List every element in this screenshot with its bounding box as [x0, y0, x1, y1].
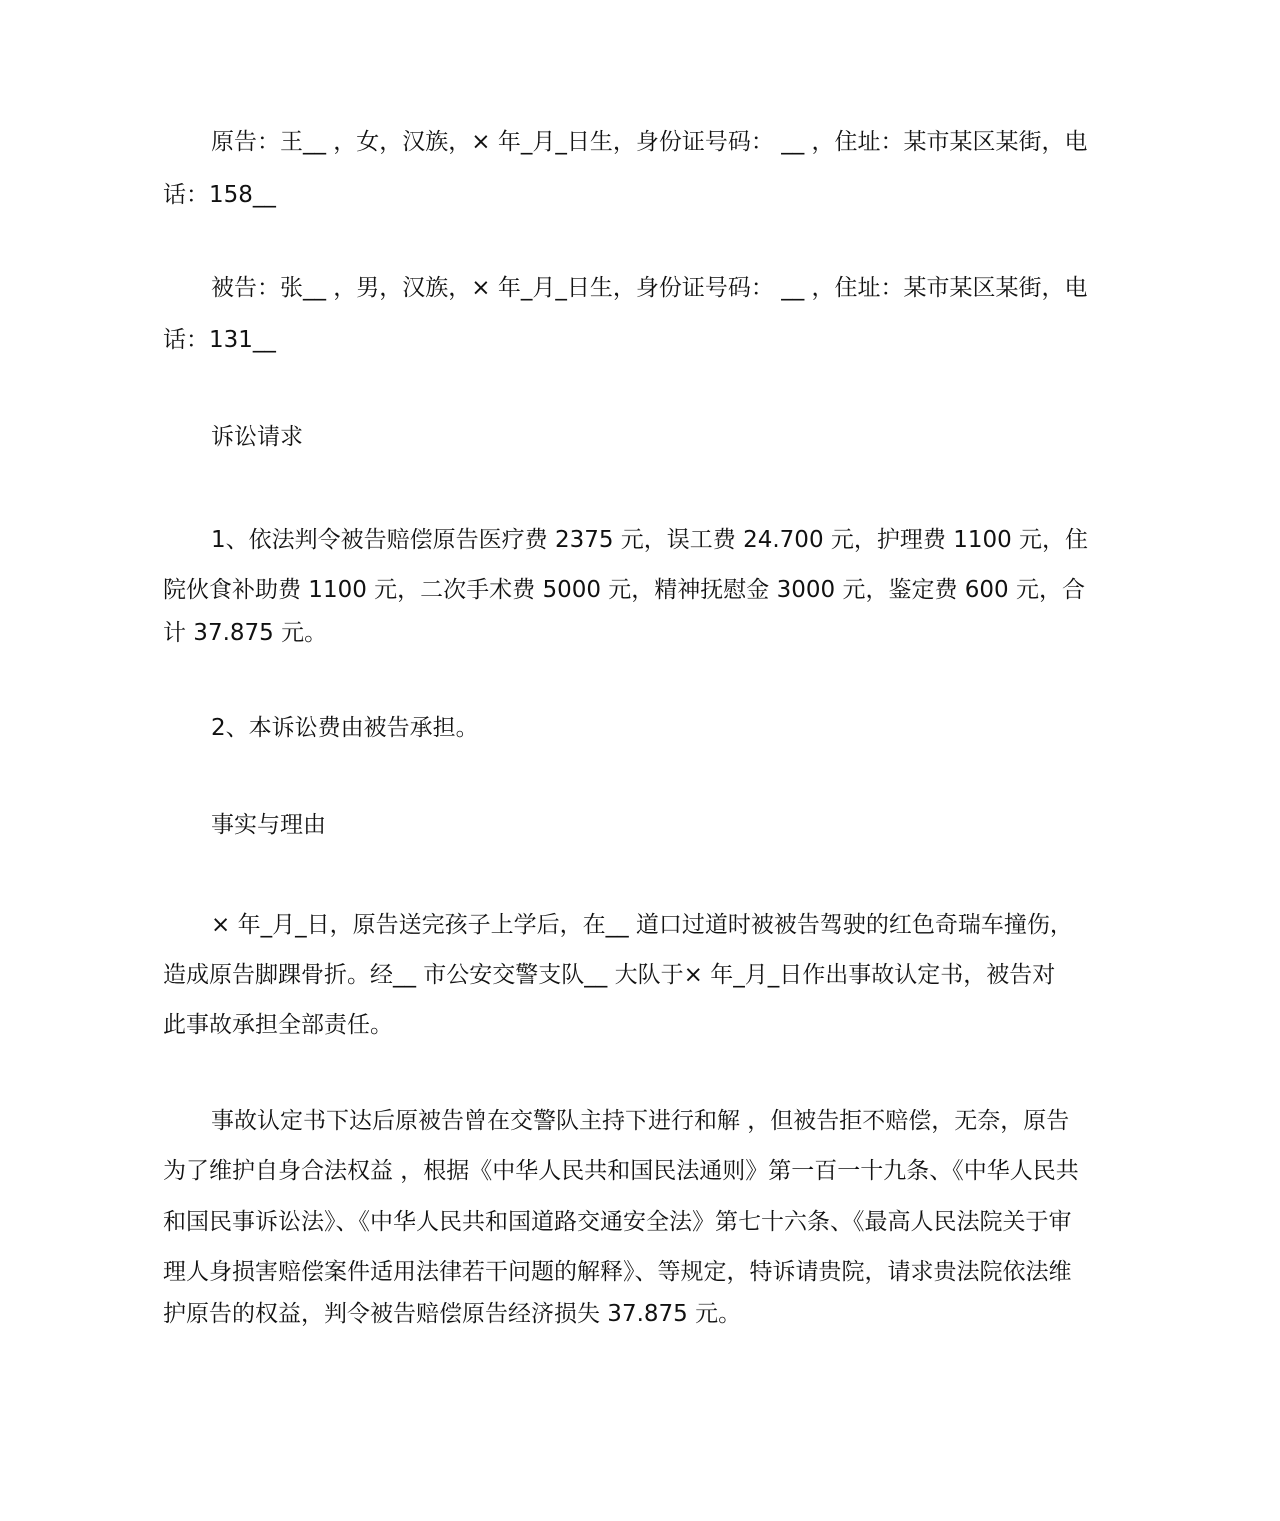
claim-1-line-2: 院伙食补助费 1100 元，二次手术费 5000 元，精神抚慰金 3000 元，鉴定费 600 元，合	[163, 577, 1085, 603]
claims-heading: 诉讼请求	[211, 424, 303, 450]
facts-1-line-3: 此事故承担全部责任。	[163, 1012, 393, 1038]
facts-2-line-5: 护原告的权益，判令被告赔偿原告经济损失 37.875 元。	[163, 1301, 742, 1327]
facts-2-line-1: 事故认定书下达后原被告曾在交警队主持下进行和解 ，但被告拒不赔偿，无奈，原告	[211, 1108, 1070, 1134]
facts-2-line-2: 为了维护自身合法权益 ，根据《中华人民共和国民法通则》第一百一十九条、《中华人民共	[163, 1158, 1079, 1184]
facts-2-line-3: 和国民事诉讼法》、《中华人民共和国道路交通安全法》第七十六条、《最高人民法院关于审	[163, 1209, 1072, 1235]
facts-heading: 事实与理由	[211, 812, 326, 838]
defendant-info-line-2: 话：131__	[163, 327, 276, 353]
defendant-info-line-1: 被告：张__ ，男，汉族，× 年_月_日生，身份证号码： __ ，住址：某市某区某街，电	[211, 275, 1088, 301]
claim-1-line-1: 1、依法判令被告赔偿原告医疗费 2375 元，误工费 24.700 元，护理费 1100 元，住	[211, 527, 1089, 553]
plaintiff-info-line-1: 原告：王__ ，女，汉族，× 年_月_日生，身份证号码： __ ，住址：某市某区某街，电	[211, 129, 1088, 155]
plaintiff-info-line-2: 话：158__	[163, 182, 276, 208]
facts-1-line-1: × 年_月_日，原告送完孩子上学后，在__ 道口过道时被被告驾驶的红色奇瑞车撞伤，	[211, 912, 1073, 938]
claim-2: 2、本诉讼费由被告承担。	[211, 715, 479, 741]
facts-1-line-2: 造成原告脚踝骨折。经__ 市公安交警支队__ 大队于× 年_月_日作出事故认定书，被告对	[163, 962, 1056, 988]
facts-2-line-4: 理人身损害赔偿案件适用法律若干问题的解释》、等规定，特诉请贵院，请求贵法院依法维	[163, 1259, 1072, 1285]
claim-1-line-3: 计 37.875 元。	[163, 620, 328, 646]
